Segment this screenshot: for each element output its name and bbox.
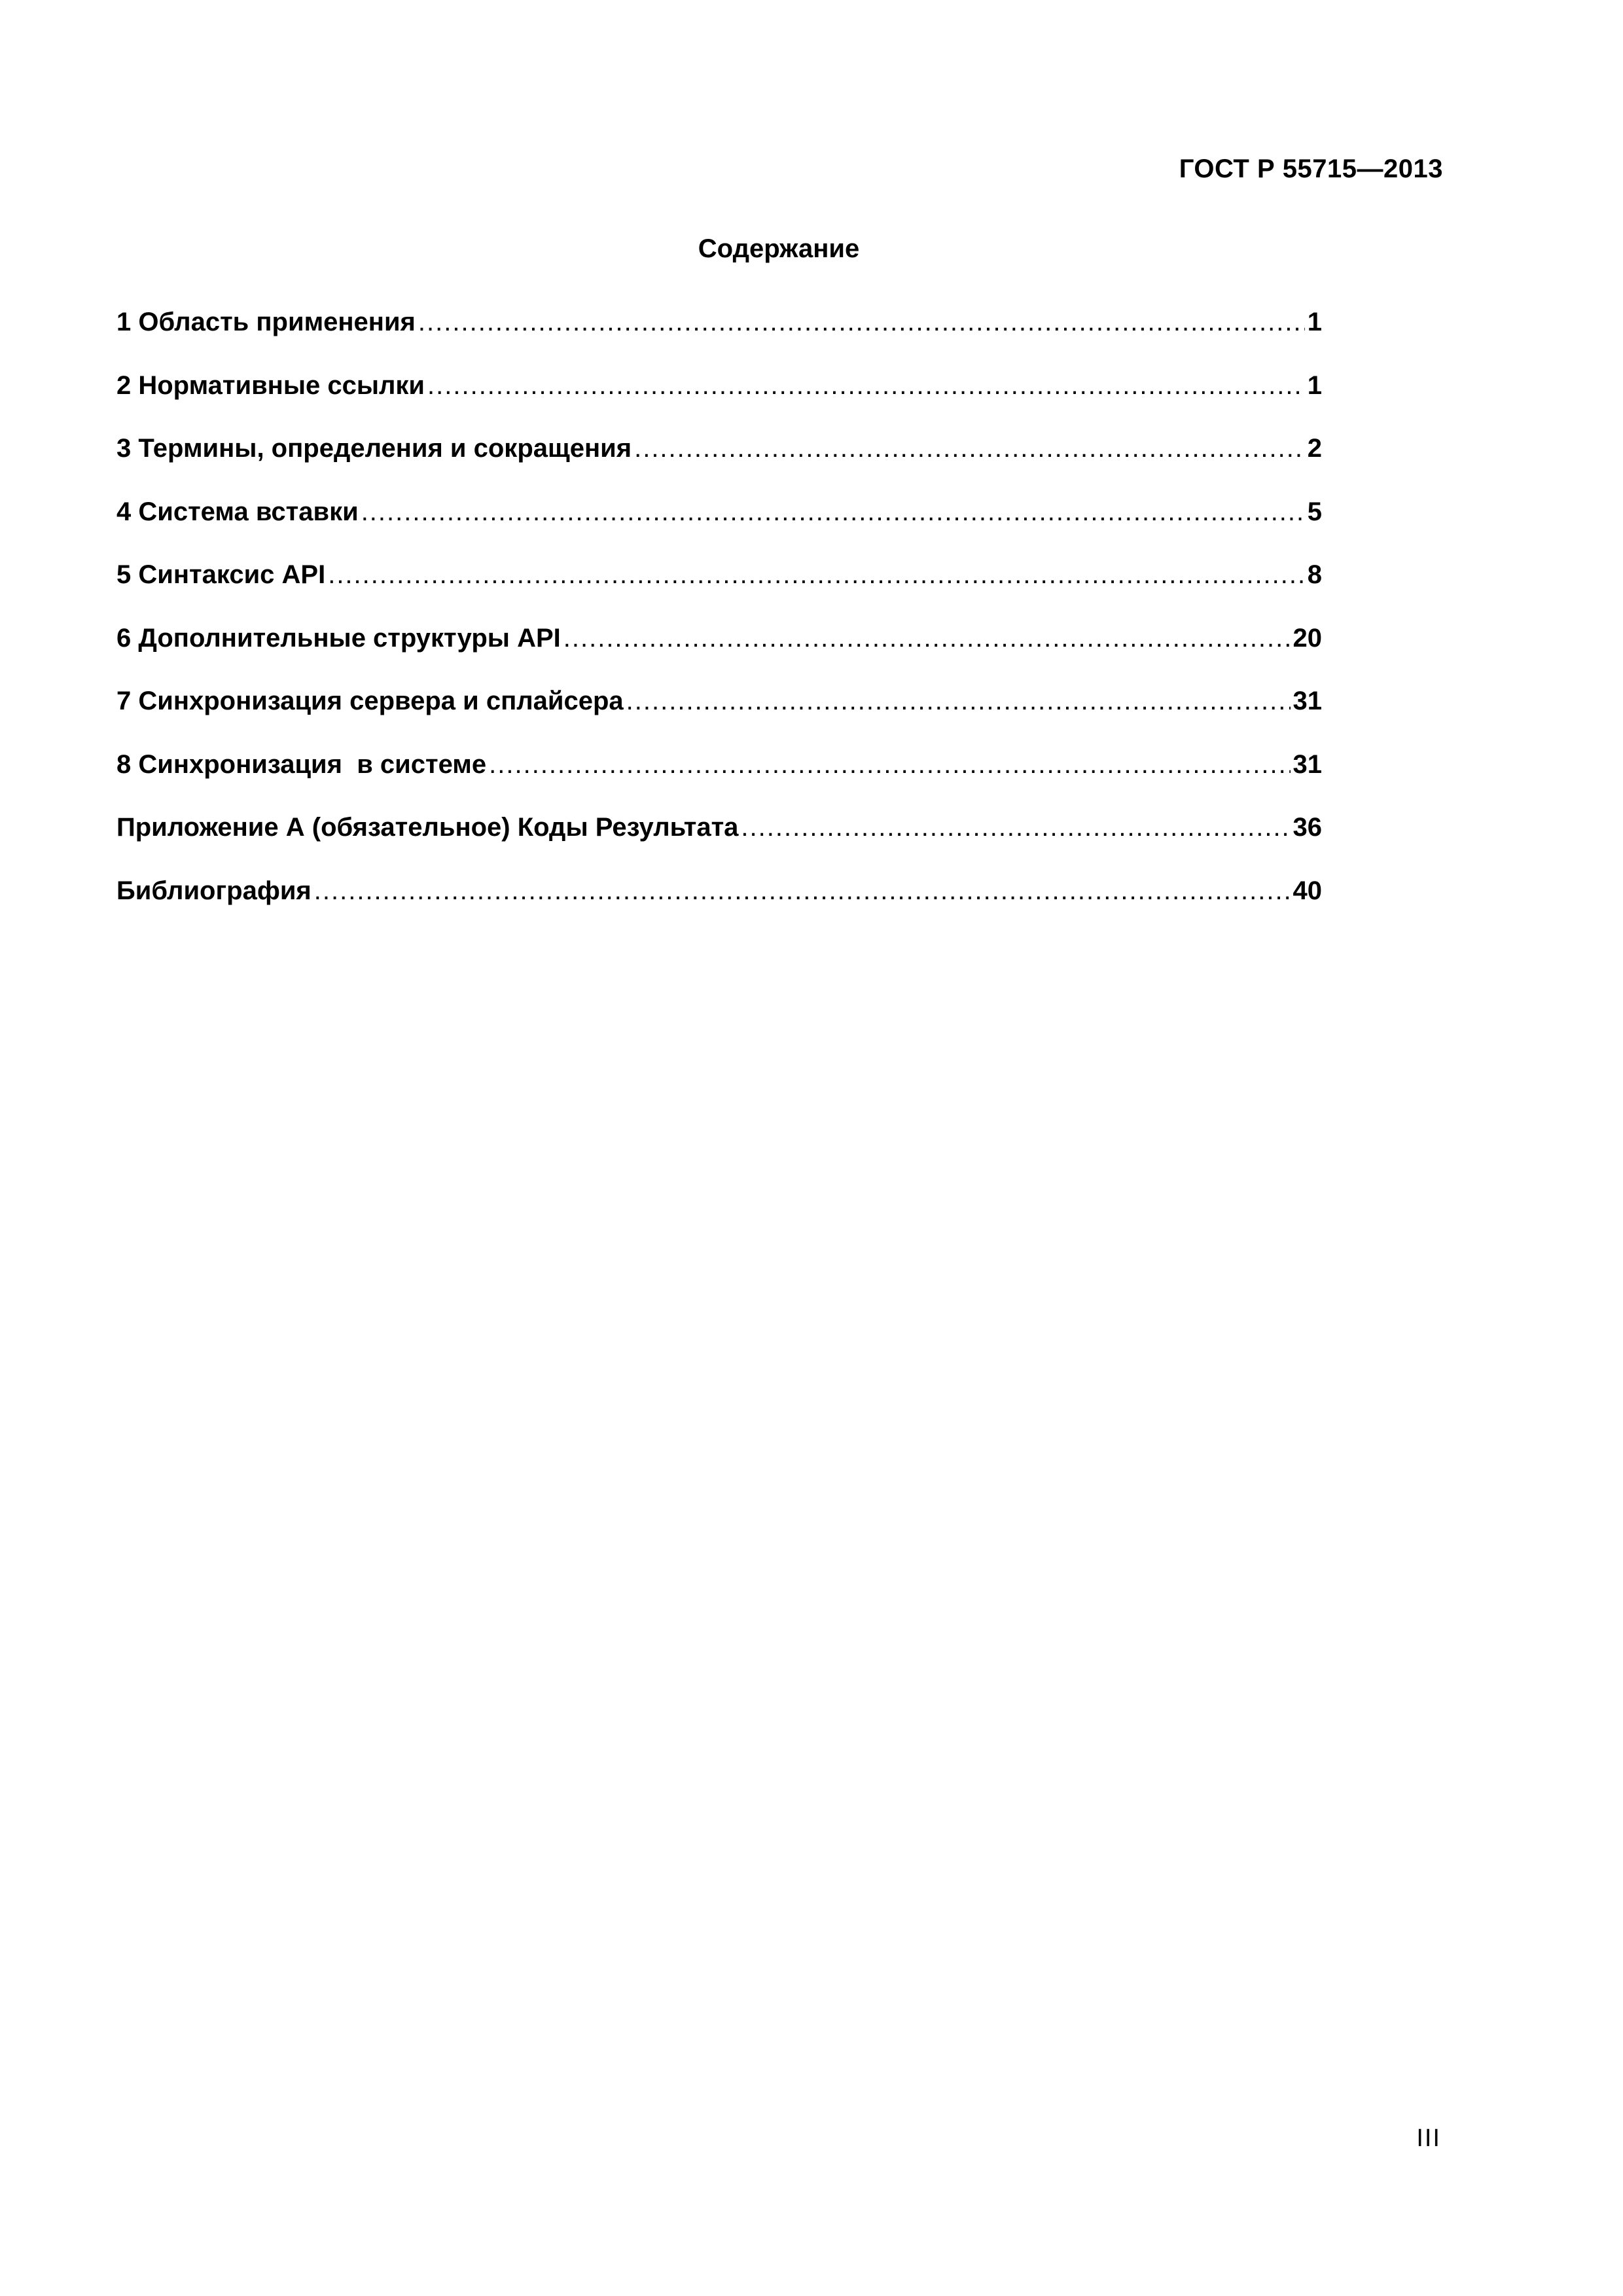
toc-leader-dots xyxy=(418,308,1305,337)
toc-leader-dots xyxy=(634,434,1305,463)
toc-entry-label: 4 Система вставки xyxy=(116,497,359,526)
toc-leader-dots xyxy=(741,813,1290,842)
toc-leader-dots xyxy=(361,497,1305,527)
toc-entry[interactable] xyxy=(116,876,1322,940)
toc-entry-label: 5 Синтаксис API xyxy=(116,560,326,589)
toc-leader-dots xyxy=(328,560,1305,590)
toc-entry-label: Приложение А (обязательное) Коды Результата xyxy=(116,813,739,842)
toc-leader-dots xyxy=(489,750,1290,780)
toc-entry[interactable] xyxy=(116,308,1322,371)
toc-entry-page: 36 xyxy=(1293,813,1322,842)
toc-entry[interactable] xyxy=(116,813,1322,876)
toc-leader-dots xyxy=(314,876,1291,906)
toc-entry[interactable] xyxy=(116,560,1322,624)
toc-leader-dots xyxy=(427,371,1305,401)
toc-entry-page: 40 xyxy=(1293,876,1322,905)
toc-entry-page: 1 xyxy=(1307,370,1322,400)
toc-entry-label: 8 Синхронизация в системе xyxy=(116,749,487,779)
toc-entry[interactable] xyxy=(116,687,1322,750)
toc-entry-page: 5 xyxy=(1307,497,1322,526)
toc-entry[interactable] xyxy=(116,371,1322,435)
toc-leader-dots xyxy=(563,624,1291,653)
toc-entry-label: 7 Синхронизация сервера и сплайсера xyxy=(116,687,624,715)
toc-leader-dots xyxy=(626,687,1291,716)
page-number: III xyxy=(1416,2125,1441,2152)
toc-entry[interactable] xyxy=(116,624,1322,687)
toc-entry-page: 8 xyxy=(1307,560,1322,589)
toc-title: Содержание xyxy=(698,234,860,263)
toc-entry-page: 31 xyxy=(1293,749,1322,779)
toc-entry[interactable] xyxy=(116,750,1322,814)
toc-entry-label: Библиография xyxy=(116,876,312,905)
toc-entry-label: 6 Дополнительные структуры API xyxy=(116,623,561,653)
toc-entry[interactable] xyxy=(116,434,1322,497)
toc-entry-label: 3 Термины, определения и сокращения xyxy=(116,434,632,463)
toc-entry-page: 2 xyxy=(1307,434,1322,463)
toc-entry-label: 2 Нормативные ссылки xyxy=(116,370,425,400)
toc-entry-page: 31 xyxy=(1293,687,1322,715)
toc-entry[interactable] xyxy=(116,497,1322,561)
toc-entry-page: 20 xyxy=(1293,623,1322,653)
toc-entry-label: 1 Область применения xyxy=(116,308,416,336)
table-of-contents xyxy=(116,308,1322,939)
toc-entry-page: 1 xyxy=(1307,308,1322,336)
document-code: ГОСТ Р 55715—2013 xyxy=(1179,154,1443,183)
